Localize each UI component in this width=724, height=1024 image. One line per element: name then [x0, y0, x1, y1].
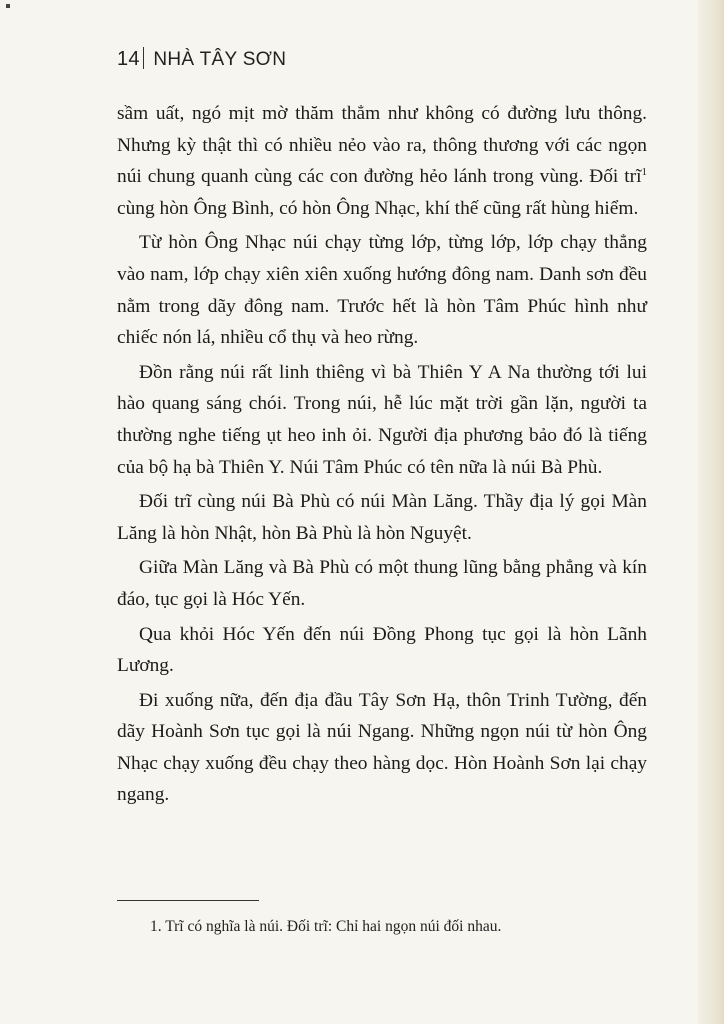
page-number: 14 [117, 48, 140, 70]
paragraph [117, 98, 647, 224]
scan-corner-mark [6, 4, 10, 8]
paragraph: Qua khỏi Hóc Yến đến núi Đồng Phong tục gọi là hòn Lãnh Lương. [117, 623, 647, 677]
footnote: 1. Trĩ có nghĩa là núi. Đối trĩ: Chỉ hai ngọn núi đối nhau. [150, 918, 502, 935]
paragraph: Đi xuống nữa, đến địa đầu Tây Sơn Hạ, thôn Trinh Tường, đến dãy Hoành Sơn tục gọi là núi Ngang. Những ngọn núi từ hòn Ông Nhạc chạy xuống đều chạy theo hàng dọc. Hòn Hoành Sơn lại chạy ngang. [117, 689, 647, 806]
paragraph: Đối trĩ cùng núi Bà Phù có núi Màn Lăng. Thầy địa lý gọi Màn Lăng là hòn Nhật, hòn Bà Phù là hòn Nguyệt. [117, 491, 647, 544]
paragraph: Đồn rằng núi rất linh thiêng vì bà Thiên Y A Na thường tới lui hào quang sáng chói. Trong núi, hễ lúc mặt trời gần lặn, người ta thường nghe tiếng ụt heo inh ỏi. Người địa phương bảo đó là tiếng của bộ hạ bà Thiên Y. Núi Tâm Phúc có tên nữa là núi Bà Phù. [117, 361, 647, 478]
book-title: NHÀ TÂY SƠN [153, 49, 287, 70]
footnote-reference[interactable]: 1 [641, 166, 647, 179]
paragraph: Giữa Màn Lăng và Bà Phù có một thung lũng bằng phẳng và kín đáo, tục gọi là Hóc Yến. [117, 557, 647, 610]
footnote-divider [117, 900, 259, 901]
paragraph-text: cùng hòn Ông Bình, có hòn Ông Nhạc, khí thế cũng rất hùng hiểm. [117, 197, 639, 219]
header-separator [143, 47, 145, 69]
running-header [117, 47, 286, 71]
paragraph-text: sầm uất, ngó mịt mờ thăm thẳm như không có đường lưu thông. Nhưng kỳ thật thì có nhiều nẻo vào ra, thông thương với các ngọn núi chung quanh cùng các con đường hẻo lánh trong vùng. Đối trĩ [117, 103, 647, 188]
page-edge [698, 0, 724, 1024]
paragraph: Từ hòn Ông Nhạc núi chạy từng lớp, từng lớp, lớp chạy thẳng vào nam, lớp chạy xiên xiên xuống hướng đông nam. Danh sơn đều nằm trong dãy đông nam. Trước hết là hòn Tâm Phúc hình như chiếc nón lá, nhiều cổ thụ và heo rừng. [117, 232, 647, 349]
body-text [117, 98, 647, 811]
